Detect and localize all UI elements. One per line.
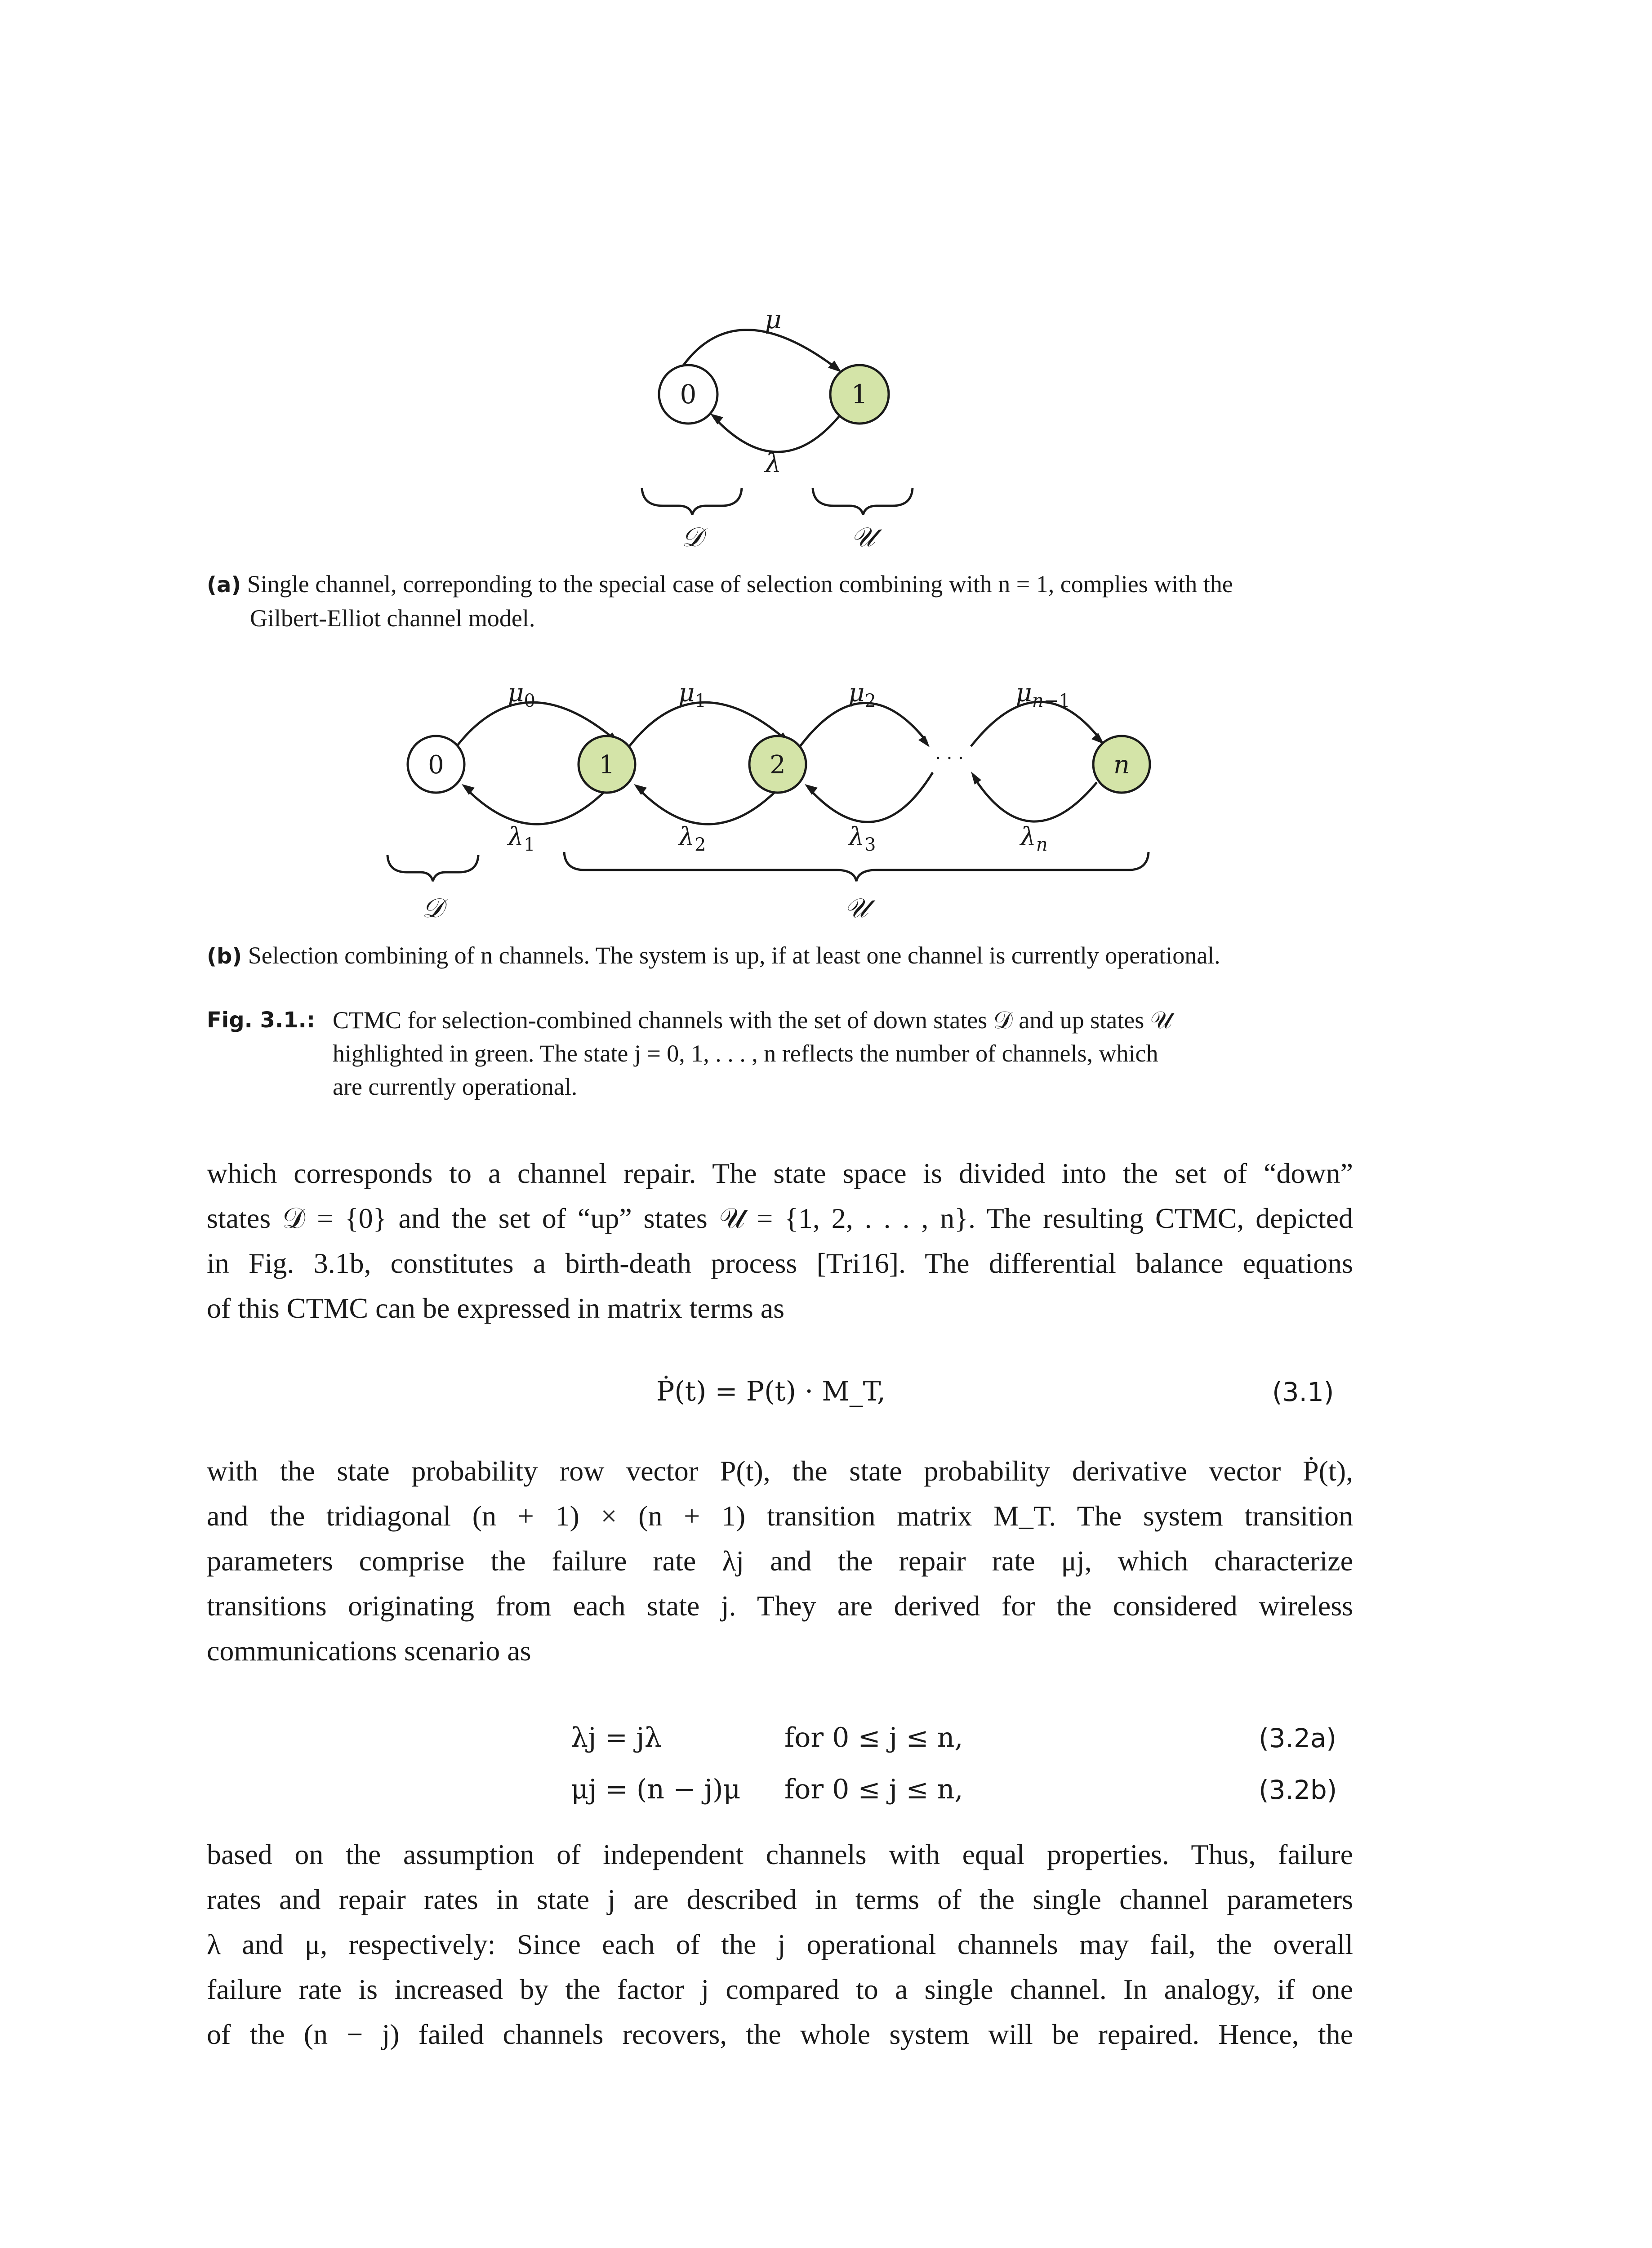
text-line: states 𝒟 = {0} and the set of “up” states 𝒰 = {1, 2, . . . , n}. The resulting CTMC, depicted [207,1202,1353,1234]
text-line: rates and repair rates in state j are described in terms of the single channel parameters [207,1883,1353,1915]
text-line: parameters comprise the failure rate λj and the repair rate μj, which characterize [207,1545,1353,1577]
subfigure-b-tag: (b) [207,944,242,969]
text-line: which corresponds to a channel repair. The state space is divided into the set of “down” [207,1157,1353,1189]
text-line: of this CTMC can be expressed in matrix terms as [207,1292,785,1324]
transition-arc-lambda [974,777,1097,821]
transition-label-mu: $\mu_1$ [678,678,706,711]
caption-text: Gilbert-Elliot channel model. [250,605,535,632]
equation-condition: for 0 ≤ j ≤ n, [784,1774,963,1805]
state-label: 2 [770,750,786,780]
brace-up-set [564,852,1149,881]
state-label: 0 [680,379,697,410]
figure-caption [207,1004,1452,1103]
transition-label-lambda: $\lambda_1$ [508,822,535,855]
text-line: based on the assumption of independent channels with equal properties. Thus, failure [207,1838,1353,1870]
text-line: in Fig. 3.1b, constitutes a birth-death process [Tri16]. The differential balance equations [207,1247,1353,1279]
transition-arc-lambda [808,772,933,822]
brace-down-set [387,855,478,881]
equation-number: (3.2a) [1259,1723,1337,1753]
figure-tag: Fig. 3.1.: [207,1008,316,1033]
equation-condition: for 0 ≤ j ≤ n, [784,1722,963,1753]
transition-label-lambda: $\lambda_n$ [1020,822,1048,855]
mu-0: μ [508,678,524,708]
arrowhead [918,736,930,747]
caption-text: are currently operational. [333,1073,578,1100]
equation-number: (3.1) [1272,1377,1334,1407]
transition-label-mu: μ [765,304,782,335]
equation-lhs: λj = jλ [571,1722,662,1753]
equation-3-2b [571,1774,741,1805]
transition-label-lambda: λ [765,448,782,478]
caption-text: Selection combining of n channels. The system is up, if at least one channel is currently operational. [248,942,1220,969]
state-label: 1 [851,379,868,410]
arrowhead [971,772,981,785]
ellipsis: · · · [935,748,964,769]
transition-label-mu: $\mu_n-1$ [1015,678,1070,711]
caption-text: highlighted in green. The state j = 0, 1, . . . , n reflects the number of channels, which [333,1040,1158,1067]
paragraph [207,1151,1353,1331]
text-line: of the (n − j) failed channels recovers, the whole system will be repaired. Hence, the [207,2018,1353,2050]
transition-arc-mu [798,703,927,749]
text-line: and the tridiagonal (n + 1) × (n + 1) transition matrix M_T. The system transition [207,1500,1353,1532]
transition-label-lambda: $\lambda_3$ [848,822,876,855]
state-label: n [1113,750,1130,780]
equation-3-2a [571,1722,662,1753]
subfigure-a-tag: (a) [207,572,241,598]
arrowhead [634,784,647,795]
set-label-up: 𝒰 [851,522,875,553]
state-label: 1 [599,750,615,780]
arrowhead [805,784,818,795]
equation-3-1 [656,1376,886,1407]
transition-label-lambda: $\lambda_2$ [678,822,706,855]
arrowhead [462,784,475,795]
transition-label-mu: $\mu_2$ [848,678,876,711]
set-label-up: 𝒰 [844,892,868,924]
equation-number: (3.2b) [1259,1775,1337,1805]
paragraph [207,1832,1353,2057]
caption-text: CTMC for selection-combined channels with the set of down states 𝒟 and up states 𝒰 [333,1007,1172,1034]
state-label: 0 [428,750,444,780]
subfigure-b-caption [207,939,1420,973]
transition-label-mu: $\mu_0$ [508,678,535,711]
set-label-down: 𝒟 [422,892,444,924]
set-label-down: 𝒟 [681,522,703,553]
equation-lhs: μj = (n − j)μ [571,1774,741,1805]
text-line: communications scenario as [207,1635,531,1667]
text-line: failure rate is increased by the factor j compared to a single channel. In analogy, if one [207,1973,1353,2005]
caption-text: Single channel, correponding to the special case of selection combining with n = 1, complies with the [247,571,1233,598]
equation-expression: Ṗ(t) = P(t) · M_T, [656,1376,886,1407]
text-line: λ and μ, respectively: Since each of the j operational channels may fail, the overall [207,1928,1353,1960]
text-line: with the state probability row vector P(t), the state probability derivative vector Ṗ(t), [207,1455,1353,1487]
paragraph [207,1449,1353,1673]
text-line: transitions originating from each state j. They are derived for the considered wireless [207,1590,1353,1622]
